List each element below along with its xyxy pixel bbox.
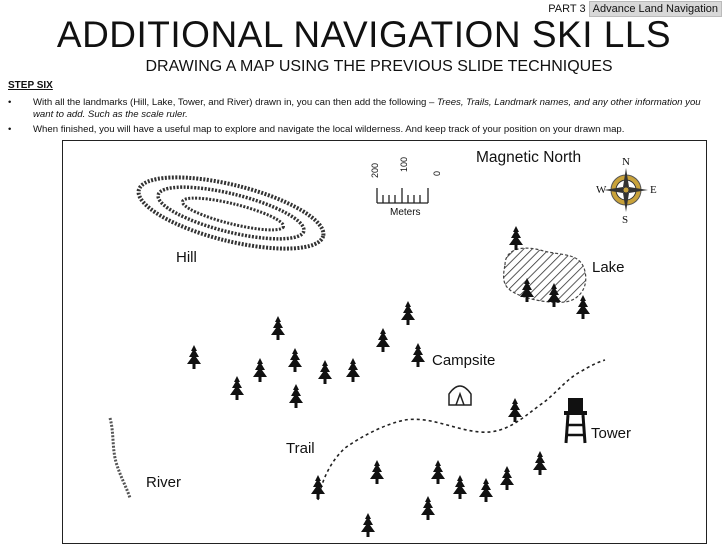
campsite-tent-icon — [449, 386, 471, 405]
bullet-italic-text: Trees, Trails, Landmark names, and any other information you want to add. Such as the scale ruler. — [33, 97, 701, 120]
scale-ruler — [377, 188, 428, 203]
lake-label: Lake — [592, 259, 625, 276]
trail-label: Trail — [286, 440, 315, 457]
river-path — [110, 418, 130, 498]
magnetic-north-label: Magnetic North — [476, 149, 582, 166]
compass-east-label: E — [650, 184, 657, 196]
page-subtitle: DRAWING A MAP USING THE PREVIOUS SLIDE TECHNIQUES — [145, 58, 613, 75]
compass-west-label: W — [596, 184, 607, 196]
tower-label: Tower — [591, 425, 632, 442]
compass-rose-icon — [604, 168, 648, 212]
part-prefix: PART 3 — [548, 3, 586, 15]
bullet-marker: • — [8, 124, 12, 135]
bullet-text: When finished, you will have a useful map to explore and navigate the local wilderness. And keep track of your position on your drawn map. — [33, 124, 625, 135]
hill-contours — [132, 163, 330, 263]
step-label: STEP SIX — [8, 80, 53, 91]
tower-icon — [564, 398, 587, 443]
scale-tick-200: 200 — [370, 162, 380, 178]
lake-shape — [504, 248, 586, 302]
compass-north-label: N — [622, 156, 630, 168]
scale-tick-100: 100 — [399, 156, 409, 172]
page-title: ADDITIONAL NAVIGATION SKI LLS — [56, 14, 672, 55]
bullet-text: With all the landmarks (Hill, Lake, Tower, and River) drawn in, you can then add the following – — [33, 97, 438, 108]
river-label: River — [146, 474, 182, 491]
campsite-label: Campsite — [432, 352, 496, 369]
part-highlight: Advance Land Navigation — [589, 1, 722, 17]
compass-south-label: S — [622, 214, 629, 226]
scale-tick-0: 0 — [432, 170, 442, 176]
scale-unit-label: Meters — [390, 207, 421, 218]
hill-label: Hill — [176, 249, 197, 266]
bullet-marker: • — [8, 97, 12, 108]
